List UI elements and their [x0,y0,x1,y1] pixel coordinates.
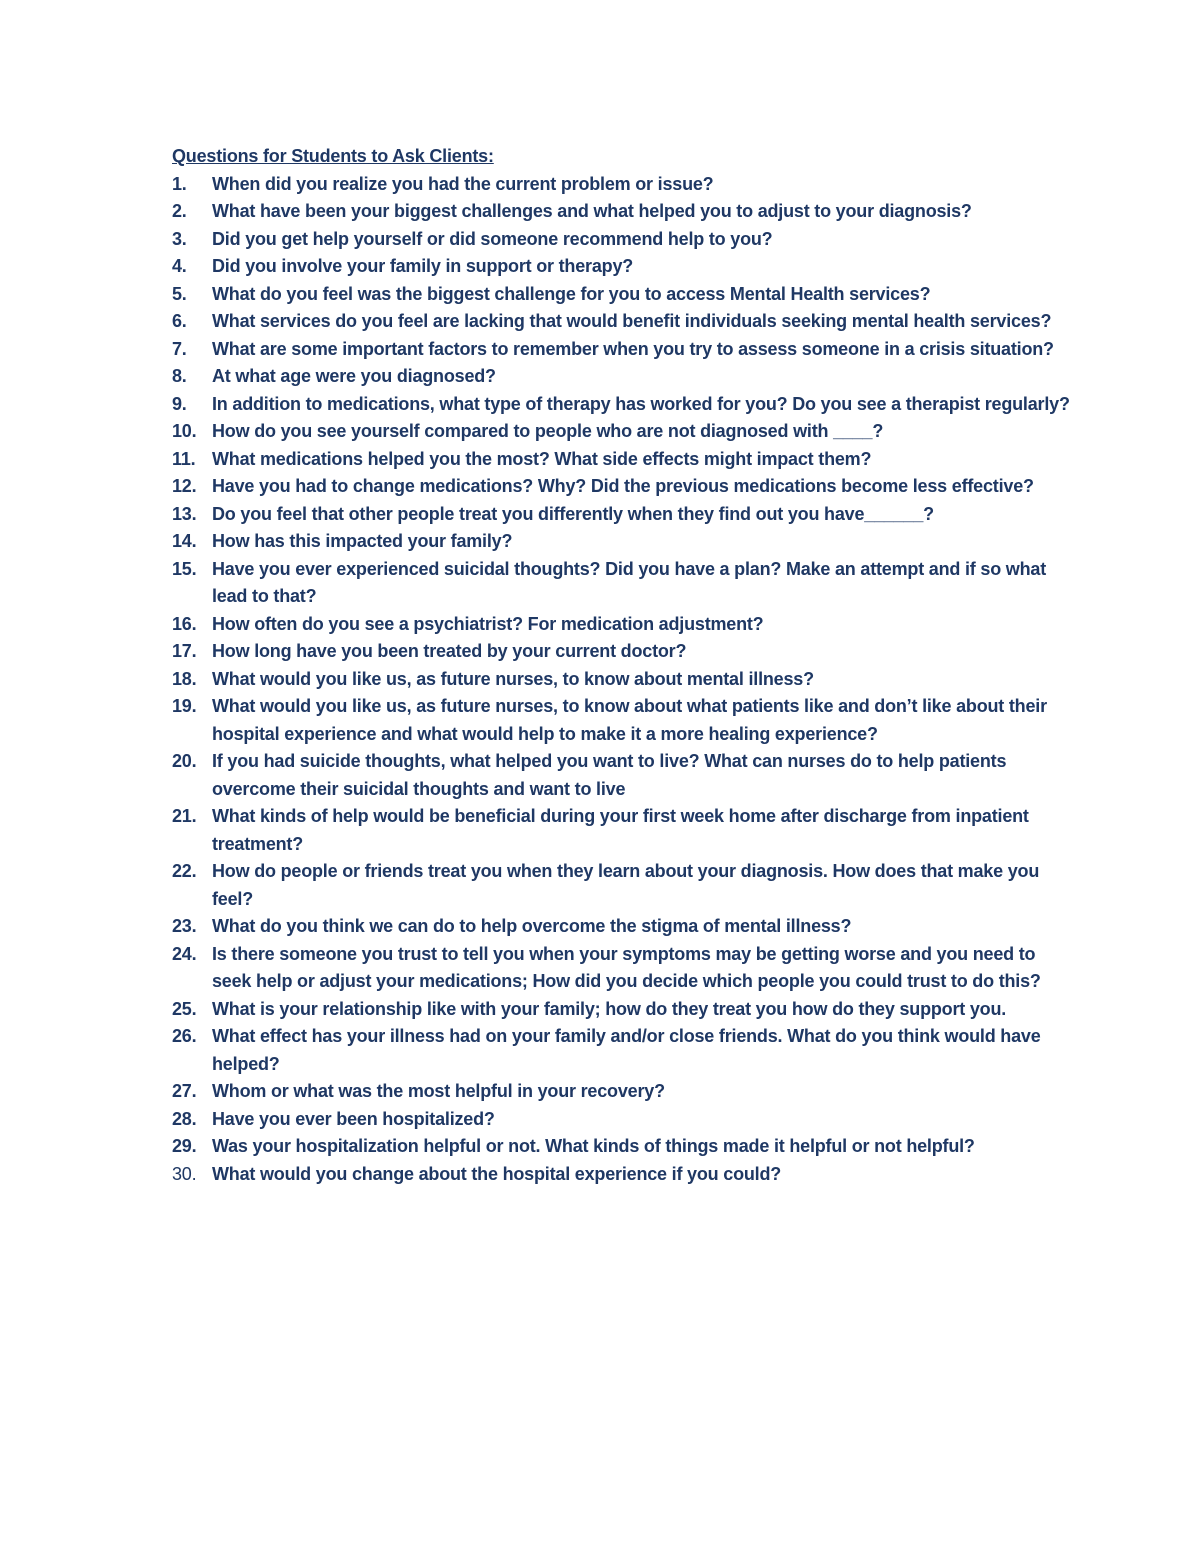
question-text: What is your relationship like with your family; how do they treat you how do they support you. [212,998,1007,1019]
question-item [172,226,1072,254]
question-item [172,281,1072,309]
question-number: 1. [172,173,187,194]
question-item [172,418,1072,446]
question-item [172,446,1072,474]
question-number: 6. [172,311,187,331]
question-number: 20. [172,751,197,771]
question-item [172,638,1072,666]
question-number: 23. [172,916,197,936]
question-number: 21. [172,806,197,826]
question-text: Have you had to change medications? Why? Did the previous medications become less effective? [212,476,1034,496]
question-number: 27. [172,1081,197,1101]
question-item [172,693,1072,748]
question-text: Did you get help yourself or did someone recommend help to you? [212,228,773,249]
question-text: If you had suicide thoughts, what helped you want to live? What can nurses do to help patients overcome their suicidal thoughts and want to live [212,751,1007,799]
question-text: What would you like us, as future nurses, to know about mental illness? [212,668,814,689]
question-list [172,171,1072,1189]
question-number: 12. [172,476,197,496]
question-number: 3. [172,228,187,249]
question-text: What do you feel was the biggest challenge for you to access Mental Health services? [212,283,931,304]
question-text: What medications helped you the most? What side effects might impact them? [212,448,872,469]
question-text: Have you ever experienced suicidal thoughts? Did you have a plan? Make an attempt and if so what lead to that? [212,558,1047,606]
question-number: 22. [172,861,197,881]
question-item [172,666,1072,694]
question-number: 28. [172,1108,197,1129]
question-item [172,996,1072,1024]
question-text: In addition to medications, what type of therapy has worked for you? Do you see a therapist regularly? [212,393,1070,414]
question-item [172,501,1072,529]
question-number: 18. [172,668,197,689]
question-number: 8. [172,366,187,386]
question-text: How do you see yourself compared to people who are not diagnosed with ____? [212,421,884,441]
question-text: What would you like us, as future nurses, to know about what patients like and don’t like about their hospital experience and what would help to make it a more healing experience? [212,696,1047,744]
question-text: At what age were you diagnosed? [212,366,496,386]
question-number: 11. [172,448,196,469]
question-item [172,611,1072,639]
question-text: What would you change about the hospital experience if you could? [212,1163,782,1184]
question-text: How do people or friends treat you when they learn about your diagnosis. How does that make you feel? [212,861,1040,909]
question-item [172,473,1072,501]
question-text: Is there someone you trust to tell you when your symptoms may be getting worse and you need to seek help or adjust your medications; How did you decide which people you could trust to do this? [212,943,1041,991]
question-item [172,528,1072,556]
question-text: Did you involve your family in support or therapy? [212,256,634,276]
question-text: What effect has your illness had on your family and/or close friends. What do you think would have helped? [212,1026,1041,1074]
question-number: 5. [172,283,187,304]
question-number: 10. [172,421,197,441]
document-heading: Questions for Students to Ask Clients: [172,146,494,166]
question-item [172,858,1072,913]
question-text: Whom or what was the most helpful in your recovery? [212,1081,665,1101]
question-text: Have you ever been hospitalized? [212,1108,495,1129]
question-item [172,1161,1072,1189]
question-number: 26. [172,1026,197,1046]
question-item [172,748,1072,803]
question-item [172,391,1072,419]
question-text: How long have you been treated by your current doctor? [212,641,687,661]
question-item [172,1078,1072,1106]
question-item [172,253,1072,281]
question-number: 17. [172,641,197,661]
question-item [172,556,1072,611]
question-item [172,803,1072,858]
question-text: What kinds of help would be beneficial during your first week home after discharge from inpatient treatment? [212,806,1029,854]
question-text: What do you think we can do to help overcome the stigma of mental illness? [212,916,852,936]
question-number: 14. [172,531,197,551]
question-item [172,1023,1072,1078]
question-number: 7. [172,338,187,359]
question-text: Do you feel that other people treat you differently when they find out you have______? [212,503,934,524]
question-item [172,198,1072,226]
question-item [172,1106,1072,1134]
question-item [172,941,1072,996]
question-text: How has this impacted your family? [212,531,513,551]
question-number: 9. [172,393,187,414]
question-number: 2. [172,201,187,221]
question-text: What services do you feel are lacking that would benefit individuals seeking mental health services? [212,311,1052,331]
question-item [172,363,1072,391]
question-number: 15. [172,558,197,579]
question-number: 13. [172,503,197,524]
question-text: When did you realize you had the current problem or issue? [212,173,714,194]
question-item [172,171,1072,199]
question-number: 25. [172,998,197,1019]
question-item [172,913,1072,941]
document-page [172,143,1072,1188]
question-text: What have been your biggest challenges and what helped you to adjust to your diagnosis? [212,201,972,221]
question-number: 19. [172,696,197,716]
question-text: How often do you see a psychiatrist? For medication adjustment? [212,613,764,634]
question-number: 30. [172,1163,197,1184]
question-item [172,308,1072,336]
question-text: Was your hospitalization helpful or not. What kinds of things made it helpful or not helpful? [212,1136,975,1156]
question-number: 29. [172,1136,197,1156]
question-item [172,336,1072,364]
question-text: What are some important factors to remember when you try to assess someone in a crisis situation? [212,338,1054,359]
question-number: 24. [172,943,197,964]
question-number: 16. [172,613,197,634]
question-item [172,1133,1072,1161]
question-number: 4. [172,256,187,276]
